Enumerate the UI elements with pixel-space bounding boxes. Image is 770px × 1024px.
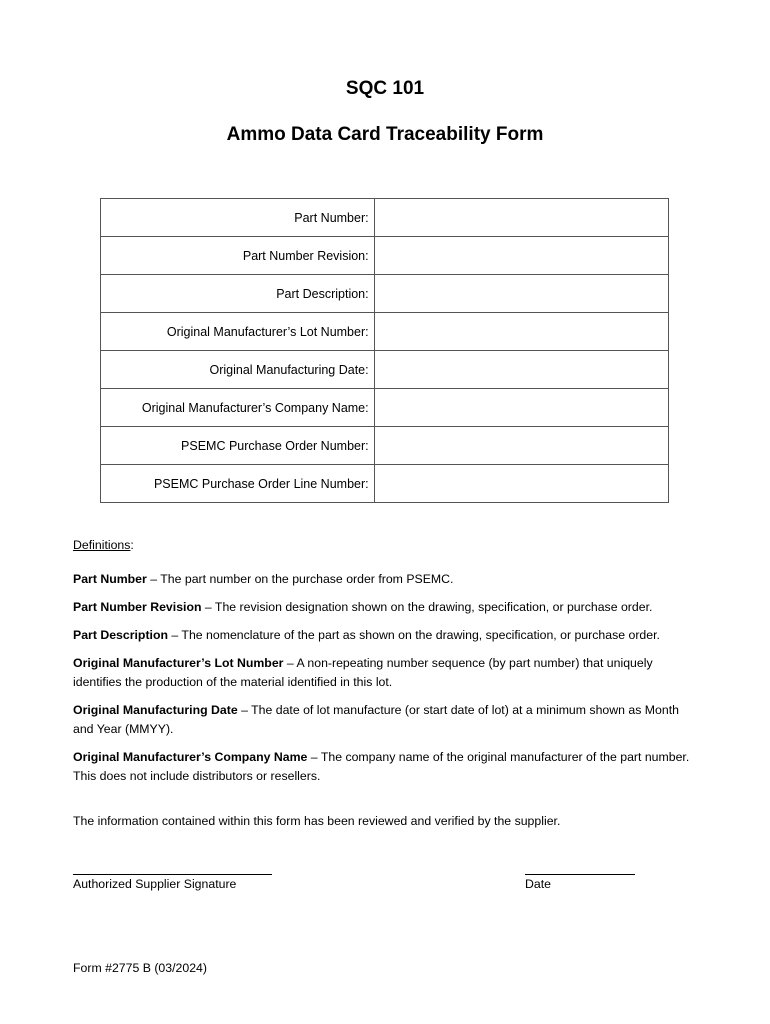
field-label-part-number-revision: Part Number Revision: — [101, 237, 375, 275]
definition-term: Original Manufacturer’s Lot Number — [73, 656, 284, 670]
definition-term: Part Description — [73, 628, 168, 642]
table-row — [101, 199, 669, 237]
definition-text: – The part number on the purchase order from PSEMC. — [146, 572, 454, 586]
field-label-part-number: Part Number: — [101, 199, 375, 237]
definition-text: – The company name of the original manufacturer of the part number. This does not include distributors or resellers. — [73, 750, 690, 783]
field-input-part-description[interactable] — [374, 275, 668, 313]
field-label-po-number: PSEMC Purchase Order Number: — [101, 427, 375, 465]
signature-block — [73, 858, 272, 894]
field-label-lot-number: Original Manufacturer’s Lot Number: — [101, 313, 375, 351]
field-label-manufacturing-date: Original Manufacturing Date: — [101, 351, 375, 389]
field-input-manufacturing-date[interactable] — [374, 351, 668, 389]
date-block — [525, 858, 635, 894]
definition-term: Original Manufacturing Date — [73, 703, 238, 717]
signature-label: Authorized Supplier Signature — [73, 877, 237, 891]
field-input-company-name[interactable] — [374, 389, 668, 427]
field-input-po-line-number[interactable] — [374, 465, 668, 503]
field-input-part-number-revision[interactable] — [374, 237, 668, 275]
table-row — [101, 313, 669, 351]
definition-text: – The date of lot manufacture (or start date of lot) at a minimum shown as Month and Year (MMYY). — [73, 703, 679, 736]
definition-text: – A non-repeating number sequence (by part number) that uniquely identifies the production of the material identified in this lot. — [73, 656, 653, 689]
definition-text: – The nomenclature of the part as shown on the drawing, specification, or purchase order. — [167, 628, 660, 642]
definitions-section — [73, 536, 693, 831]
field-label-company-name: Original Manufacturer’s Company Name: — [101, 389, 375, 427]
traceability-table — [100, 198, 669, 503]
form-number: Form #2775 B (03/2024) — [73, 961, 207, 975]
table-row — [101, 389, 669, 427]
field-input-part-number[interactable] — [374, 199, 668, 237]
definition-item — [73, 748, 693, 786]
field-input-lot-number[interactable] — [374, 313, 668, 351]
definition-item — [73, 654, 693, 692]
table-row — [101, 275, 669, 313]
field-input-po-number[interactable] — [374, 427, 668, 465]
document-title: Ammo Data Card Traceability Form — [226, 124, 544, 145]
field-label-part-description: Part Description: — [101, 275, 375, 313]
definition-item — [73, 701, 693, 739]
definition-item — [73, 598, 693, 617]
definition-text: – The revision designation shown on the drawing, specification, or purchase order. — [201, 600, 653, 614]
date-line[interactable] — [525, 858, 635, 875]
definitions-heading: Definitions — [73, 538, 131, 552]
table-row — [101, 465, 669, 503]
signature-line[interactable] — [73, 858, 272, 875]
definition-item — [73, 626, 693, 645]
definitions-heading-colon: : — [130, 538, 134, 552]
table-row — [101, 237, 669, 275]
definition-term: Part Number — [73, 572, 147, 586]
table-row — [101, 351, 669, 389]
verification-statement: The information contained within this form has been reviewed and verified by the supplier. — [73, 814, 561, 828]
definition-term: Part Number Revision — [73, 600, 202, 614]
document-code: SQC 101 — [345, 78, 425, 99]
date-label: Date — [525, 877, 551, 891]
definition-item — [73, 570, 693, 589]
definition-term: Original Manufacturer’s Company Name — [73, 750, 308, 764]
definitions-heading-line — [73, 536, 693, 555]
table-row — [101, 427, 669, 465]
field-label-po-line-number: PSEMC Purchase Order Line Number: — [101, 465, 375, 503]
